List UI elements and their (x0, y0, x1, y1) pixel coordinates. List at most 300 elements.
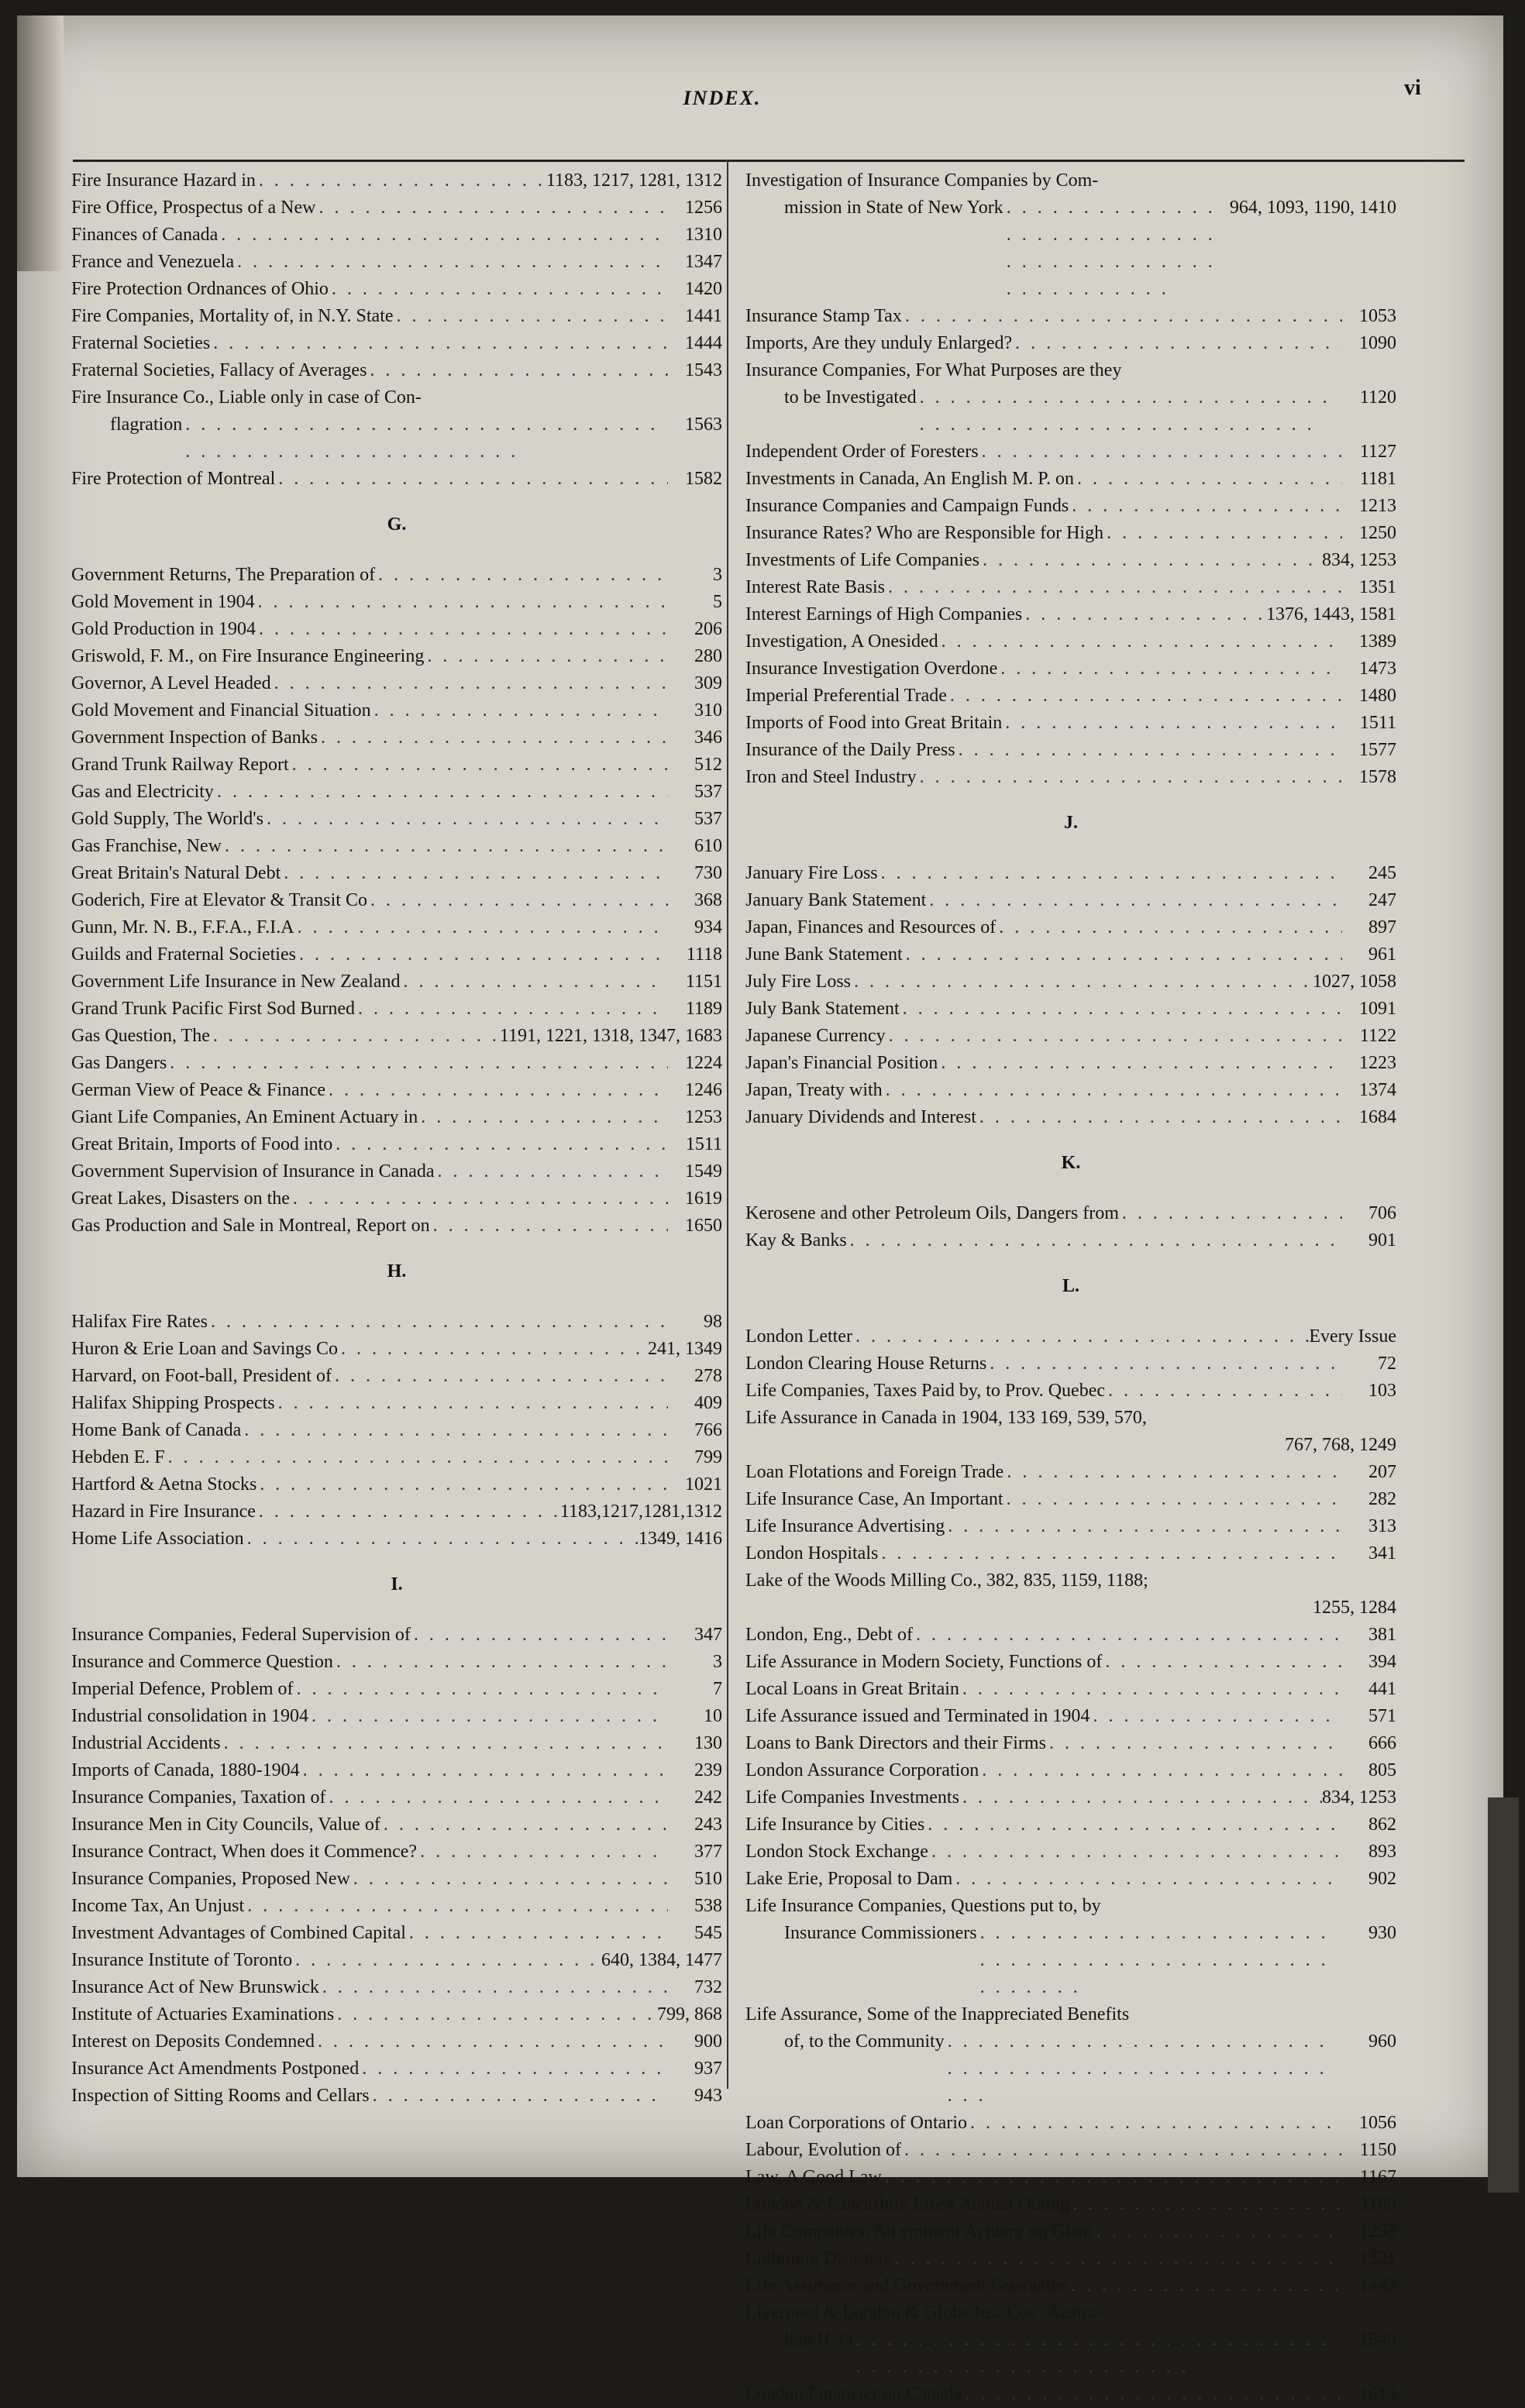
entry-pages: 341 (1368, 1543, 1396, 1563)
entry-title: London Clearing House Returns (745, 1354, 987, 1374)
entries-i-cont-2 (745, 439, 1396, 791)
index-entry (745, 1703, 1396, 1730)
index-entry (71, 1158, 722, 1185)
leader-dots (926, 887, 1342, 914)
entry-pages: 1442 (1359, 2276, 1396, 2296)
index-entry-continuation: Insurance Commissioners . . . 930 (745, 1920, 1396, 2001)
leader-dots (367, 887, 668, 914)
index-entry: Life Assurance in Canada in 1904, 133 169, 539, 570, (745, 1408, 1147, 1428)
index-entry (71, 1471, 722, 1498)
entries-l-5 (745, 2381, 1396, 2408)
entry-pages: 1253 (685, 1107, 722, 1127)
entry-title: Gas Dangers (71, 1053, 167, 1073)
entry-pages: 538 (694, 1896, 722, 1916)
entry-pages: 1181 (1359, 469, 1396, 489)
entry-title: Law, A Good Law (745, 2167, 882, 2187)
entry-pages: 1127 (1359, 442, 1396, 462)
index-entry (71, 2055, 722, 2083)
entry-title: Guilds and Fraternal Societies (71, 944, 296, 965)
index-entry (71, 1811, 722, 1839)
entry-title: January Fire Loss (745, 863, 878, 883)
index-entry (71, 589, 722, 616)
index-entry (745, 574, 1396, 601)
index-entry (71, 968, 722, 996)
index-entry: Investigation of Insurance Companies by Com- (745, 170, 1099, 191)
index-entry-continuation: to be Investigated . . . 1120 (745, 384, 1396, 439)
entry-pages: 537 (694, 809, 722, 829)
leader-dots (292, 1947, 601, 1974)
entry-pages: 1310 (685, 225, 722, 245)
entry-pages: 207 (1368, 1462, 1396, 1482)
index-entry (71, 1730, 722, 1757)
index-entry (71, 1390, 722, 1417)
index-entry (745, 1649, 1396, 1676)
index-entry (71, 1104, 722, 1131)
index-entry (745, 547, 1396, 574)
leader-dots (256, 167, 546, 194)
entry-pages: 943 (694, 2086, 722, 2106)
entry-pages: 571 (1368, 1706, 1396, 1726)
index-entry-continuation: 767, 768, 1249 (1285, 1435, 1396, 1455)
index-entry: Lake of the Woods Milling Co., 382, 835, 1159, 1188; (745, 1570, 1148, 1591)
entry-pages: 1167 (1359, 2167, 1396, 2187)
leader-dots (275, 1390, 668, 1417)
leader-dots (300, 1757, 668, 1784)
entry-title: Insurance Rates? Who are Responsible for High (745, 523, 1104, 543)
index-entry (71, 330, 722, 357)
leader-dots (1105, 1378, 1342, 1405)
leader-dots (380, 1811, 668, 1839)
entry-pages: 1027, 1058 (1313, 972, 1396, 992)
index-entry (71, 1498, 722, 1526)
index-entry (745, 628, 1396, 655)
entry-title: London Financier on Canada (745, 2384, 962, 2404)
index-entry (71, 194, 722, 222)
entry-title: Fire Protection Ordnances of Ohio (71, 279, 329, 299)
entry-title: Gas Franchise, New (71, 836, 222, 856)
entry-title: Loans to Bank Directors and their Firms (745, 1733, 1046, 1753)
entry-title: Imperial Defence, Problem of (71, 1679, 294, 1699)
index-entry (71, 1947, 722, 1974)
entry-pages: 1253 (1359, 2221, 1396, 2241)
index-entry (745, 601, 1396, 628)
index-entry-continuation: mission in State of New York . . . 964, 1093, 1190, 1410 (745, 194, 1396, 303)
entry-pages: 706 (1368, 1203, 1396, 1223)
entry-title: Fraternal Societies, Fallacy of Averages (71, 360, 367, 380)
entry-title: London Assurance Corporation (745, 1760, 979, 1780)
entry-pages: 72 (1378, 1354, 1396, 1374)
entry-pages: 512 (694, 755, 722, 775)
entry-pages: 1090 (1359, 333, 1396, 353)
entry-title: London, Eng., Debt of (745, 1625, 913, 1645)
leader-dots (1012, 330, 1342, 357)
entry-pages: 1250 (1359, 523, 1396, 543)
entry-pages: 441 (1368, 1679, 1396, 1699)
entry-title: Insurance Men in City Councils, Value of (71, 1815, 380, 1835)
index-entry (745, 2272, 1396, 2300)
entry-pages: 1053 (1359, 306, 1396, 326)
entry-pages: 103 (1368, 1381, 1396, 1401)
leader-dots (355, 996, 668, 1023)
leader-dots (367, 357, 668, 384)
entry-title: Imports of Food into Great Britain (745, 713, 1003, 733)
entry-title: Insurance Stamp Tax (745, 306, 902, 326)
entry-title: Lake Erie, Proposal to Dam (745, 1869, 953, 1889)
index-entry (745, 1839, 1396, 1866)
entry-title: Local Loans in Great Britain (745, 1679, 959, 1699)
index-entry (745, 941, 1396, 968)
entry-pages: 242 (694, 1787, 722, 1808)
index-entry (71, 2083, 722, 2110)
entry-pages: 1351 (1359, 577, 1396, 597)
index-entry (71, 1417, 722, 1444)
index-entry-continuation: 1255, 1284 (1313, 1598, 1396, 1618)
leader-dots (1068, 2272, 1342, 2300)
leader-dots (271, 670, 668, 697)
entry-title: Insurance Institute of Toronto (71, 1950, 293, 1970)
index-entry (71, 276, 722, 303)
entry-pages: 1122 (1359, 1026, 1396, 1046)
leader-dots (218, 222, 668, 249)
entry-pages: 206 (694, 619, 722, 639)
entry-title: Institute of Actuaries Examinations (71, 2004, 335, 2024)
entry-pages: 1183,1217,1281,1312 (559, 1502, 722, 1522)
entry-title: Gunn, Mr. N. B., F.F.A., F.I.A (71, 917, 294, 937)
entry-title: Loan Corporations of Ontario (745, 2113, 967, 2133)
entry-pages: 377 (694, 1842, 722, 1862)
index-entry (745, 1459, 1396, 1486)
index-entry (745, 1676, 1396, 1703)
entry-title: Fire Insurance Hazard in (71, 170, 256, 191)
entry-title: Government Supervision of Insurance in Canada (71, 1161, 435, 1182)
leader-dots (332, 1363, 668, 1390)
index-entry (745, 2218, 1396, 2245)
section-heading-j: J. (1064, 813, 1078, 833)
entry-pages: 130 (694, 1733, 722, 1753)
leader-dots (221, 1730, 668, 1757)
leader-dots (256, 616, 668, 643)
leader-dots (424, 643, 668, 670)
torn-edge (17, 15, 64, 271)
leader-dots (886, 1023, 1342, 1050)
index-entry (745, 1023, 1396, 1050)
leader-dots (1102, 1649, 1342, 1676)
section-heading-k: K. (1061, 1153, 1081, 1173)
index-entry (745, 330, 1396, 357)
entry-pages: 1650 (685, 1216, 722, 1236)
entry-pages: 1480 (1359, 686, 1396, 706)
leader-dots (959, 1784, 1322, 1811)
index-entry (745, 1486, 1396, 1513)
entry-title: Griswold, F. M., on Fire Insurance Engineering (71, 646, 425, 666)
index-entry (71, 1703, 722, 1730)
entry-title: Life Assurance in Modern Society, Functions of (745, 1652, 1103, 1672)
leader-dots (165, 1444, 668, 1471)
leader-dots (338, 1336, 648, 1363)
leader-dots (847, 1227, 1342, 1254)
index-entry (745, 439, 1396, 466)
index-entry (71, 1213, 722, 1240)
entry-pages: 900 (694, 2031, 722, 2052)
entry-title: Huron & Erie Loan and Savings Co (71, 1339, 338, 1359)
index-page (17, 15, 1503, 2404)
index-entry (71, 806, 722, 833)
index-entry: Liverpool & London & Globe Ins. Cos'. Austra- (745, 2303, 1103, 2323)
entry-title: Government Returns, The Preparation of (71, 565, 376, 585)
entry-pages: 897 (1368, 917, 1396, 937)
header-rule (73, 160, 1465, 162)
entry-title: Insurance Investigation Overdone (745, 659, 998, 679)
entry-title: Investments of Life Companies (745, 550, 979, 570)
entry-pages: 368 (694, 890, 722, 910)
entry-title: London Letter (745, 1326, 852, 1347)
leader-dots (255, 589, 668, 616)
entry-title: Imports of Canada, 1880-1904 (71, 1760, 300, 1780)
entry-title: Giant Life Companies, An Eminent Actuary in (71, 1107, 418, 1127)
index-entry (745, 1227, 1396, 1254)
entry-pages: 1189 (685, 999, 722, 1019)
entry-pages: 1321 (1359, 2248, 1396, 2269)
index-entry: Fire Protection of Montreal . . . 1582 (71, 466, 722, 493)
page-title: INDEX. (683, 87, 762, 109)
entry-title: Industrial Accidents (71, 1733, 221, 1753)
leader-dots (329, 276, 668, 303)
entry-title: Hazard in Fire Insurance (71, 1502, 256, 1522)
index-entry (745, 1540, 1396, 1567)
index-entry (71, 1309, 722, 1336)
entry-pages: 537 (694, 782, 722, 802)
index-entry (745, 303, 1396, 330)
index-entry (71, 1920, 722, 1947)
entry-title: Gold Movement in 1904 (71, 592, 255, 612)
entry-pages: 1150 (1359, 2140, 1396, 2160)
index-entry (745, 683, 1396, 710)
entry-pages: 1246 (685, 1080, 722, 1100)
entry-pages: 1347 (685, 252, 722, 272)
entry-title: Home Life Association (71, 1529, 244, 1549)
page-number: vi (1404, 76, 1421, 100)
entry-title: Governor, A Level Headed (71, 673, 271, 693)
entry-title: London Stock Exchange (745, 1842, 928, 1862)
index-entry (71, 1622, 722, 1649)
leader-dots (952, 1866, 1342, 1893)
entry-pages: 805 (1368, 1760, 1396, 1780)
entry-pages: 1613 (1359, 2384, 1396, 2404)
leader-dots (882, 2164, 1342, 2191)
entry-pages: 799, 868 (657, 2004, 722, 2024)
entry-title: Government Inspection of Banks (71, 728, 318, 748)
index-entry (71, 1839, 722, 1866)
entries-i-cont-1 (745, 303, 1396, 357)
index-entry (745, 1200, 1396, 1227)
index-entry (71, 1676, 722, 1703)
entry-pages: 98 (704, 1312, 722, 1332)
index-entry (745, 914, 1396, 941)
entry-title: January Bank Statement (745, 890, 927, 910)
entry-title: Grand Trunk Pacific First Sod Burned (71, 999, 355, 1019)
entry-pages: 394 (1368, 1652, 1396, 1672)
leader-dots (208, 1309, 668, 1336)
entry-title: Insurance Companies, Taxation of (71, 1787, 326, 1808)
index-entry: Fire Insurance Co., Liable only in case of Con- (71, 387, 422, 408)
entry-title: Gold Movement and Financial Situation (71, 700, 371, 721)
entry-title: Hartford & Aetna Stocks (71, 1474, 257, 1495)
entry-title: Interest Earnings of High Companies (745, 604, 1023, 624)
entry-title: Great Britain, Imports of Food into (71, 1134, 333, 1154)
entry-title: Fraternal Societies (71, 333, 211, 353)
leader-dots (902, 303, 1342, 330)
entry-pages: 247 (1368, 890, 1396, 910)
entry-pages: 7 (713, 1679, 722, 1699)
entry-pages: 640, 1384, 1477 (601, 1950, 722, 1970)
entry-title: June Bank Statement (745, 944, 903, 965)
index-entry (745, 1622, 1396, 1649)
entry-pages: 1549 (685, 1161, 722, 1182)
index-entry (71, 1974, 722, 2001)
index-entry-continuation: lian H. O . . . 1548 (745, 2327, 1396, 2381)
leader-dots (256, 1471, 668, 1498)
leader-dots (924, 1811, 1342, 1839)
entry-title: Independent Order of Foresters (745, 442, 979, 462)
index-entry (745, 1757, 1396, 1784)
leader-dots (315, 2028, 668, 2055)
entry-pages: 901 (1368, 1230, 1396, 1250)
entry-pages: 893 (1368, 1842, 1396, 1862)
entry-title: Home Bank of Canada (71, 1420, 242, 1440)
entry-title: Kerosene and other Petroleum Oils, Dangers from (745, 1203, 1119, 1223)
leader-dots (214, 779, 668, 806)
leader-dots (955, 737, 1342, 764)
entry-pages: 1151 (685, 972, 722, 992)
index-entry (71, 996, 722, 1023)
entry-pages: 961 (1368, 944, 1396, 965)
entry-pages: 1374 (1359, 1080, 1396, 1100)
entry-pages: 10 (704, 1706, 722, 1726)
leader-dots (878, 1540, 1342, 1567)
index-entry (71, 1185, 722, 1213)
index-entry (71, 1077, 722, 1104)
entry-title: Life Assurance issued and Terminated in 1904 (745, 1706, 1090, 1726)
entry-title: Grand Trunk Railway Report (71, 755, 289, 775)
index-entry (71, 303, 722, 330)
entry-title: Goderich, Fire at Elevator & Transit Co (71, 890, 367, 910)
leader-dots (878, 860, 1342, 887)
entries-k (745, 1200, 1396, 1254)
leader-dots (1046, 1730, 1342, 1757)
leader-dots (851, 968, 1313, 996)
leader-dots (375, 562, 668, 589)
entry-pages: 1511 (685, 1134, 722, 1154)
index-entry (71, 697, 722, 724)
index-entry (71, 860, 722, 887)
entry-title: Imperial Preferential Trade (745, 686, 947, 706)
index-entry (71, 941, 722, 968)
entry-pages: 1473 (1359, 659, 1396, 679)
right-column (745, 167, 1396, 2408)
leader-dots (945, 1513, 1342, 1540)
section-heading-i: I. (391, 1574, 403, 1594)
index-entry (71, 779, 722, 806)
leader-dots (371, 697, 668, 724)
entry-title: France and Venezuela (71, 252, 235, 272)
index-entry (745, 860, 1396, 887)
index-entry (745, 710, 1396, 737)
entry-title: Gas Production and Sale in Montreal, Report on (71, 1216, 430, 1236)
index-entry (71, 724, 722, 752)
leader-dots (979, 547, 1322, 574)
book-edge (1488, 1797, 1519, 2193)
entry-title: Japan, Finances and Resources of (745, 917, 997, 937)
index-entry (745, 2164, 1396, 2191)
index-entry (745, 1323, 1396, 1350)
index-entry-continuation: of, to the Community . . . 960 (745, 2028, 1396, 2110)
index-entry (71, 1050, 722, 1077)
leader-dots (962, 2381, 1342, 2408)
index-entry (71, 357, 722, 384)
index-entry (745, 1104, 1396, 1131)
leader-dots (315, 194, 668, 222)
entry-pages: 1444 (685, 333, 722, 353)
leader-dots (281, 860, 668, 887)
leader-dots (959, 1676, 1342, 1703)
entry-title: Life Companies, An eminent Actuary on Giant (745, 2221, 1093, 2241)
leader-dots (370, 2083, 668, 2110)
index-entry-continuation: flagration . . . 1563 (71, 411, 722, 466)
entry-pages: 1223 (1359, 1053, 1396, 1073)
entry-pages: 245 (1368, 863, 1396, 883)
leader-dots (1022, 601, 1266, 628)
index-entry (71, 752, 722, 779)
leader-dots (1069, 493, 1342, 520)
leader-dots (290, 1185, 668, 1213)
index-entry (71, 1866, 722, 1893)
leader-dots (263, 806, 668, 833)
index-entry (745, 520, 1396, 547)
index-entry (71, 2001, 722, 2028)
leader-dots (967, 2110, 1342, 2137)
entry-title: Gold Supply, The World's (71, 809, 263, 829)
index-entry (745, 493, 1396, 520)
index-entry (71, 887, 722, 914)
entry-title: Investments in Canada, An English M. P. on (745, 469, 1074, 489)
entry-title: Imports, Are they unduly Enlarged? (745, 333, 1013, 353)
index-entry (745, 1866, 1396, 1893)
entry-pages: 278 (694, 1366, 722, 1386)
entry-pages: 1619 (685, 1189, 722, 1209)
entry-title: London & Lancashire Life's Annual Outing (745, 2194, 1070, 2214)
entry-title: Life Insurance by Cities (745, 1815, 925, 1835)
leader-dots (1093, 2218, 1342, 2245)
entry-title: Life Insurance Advertising (745, 1516, 945, 1536)
entry-title: Insurance Companies, Federal Supervision of (71, 1625, 411, 1645)
entry-title: Great Lakes, Disasters on the (71, 1189, 290, 1209)
entry-title: Iron and Steel Industry (745, 767, 917, 787)
index-entry (745, 1378, 1396, 1405)
entry-pages: 1224 (685, 1053, 722, 1073)
index-entry (71, 616, 722, 643)
leader-dots (913, 1622, 1342, 1649)
entry-pages: 1543 (685, 360, 722, 380)
leader-dots (210, 1023, 500, 1050)
leader-dots (900, 996, 1342, 1023)
entry-pages: 834, 1253 (1322, 1787, 1396, 1808)
entries-l-1 (745, 1323, 1396, 1405)
entry-title: London Hospitals (745, 1543, 879, 1563)
entry-title: Interest Rate Basis (745, 577, 885, 597)
entry-title: Inspection of Sitting Rooms and Cellars (71, 2086, 370, 2106)
entries-f (71, 167, 722, 384)
leader-dots (1003, 1459, 1342, 1486)
